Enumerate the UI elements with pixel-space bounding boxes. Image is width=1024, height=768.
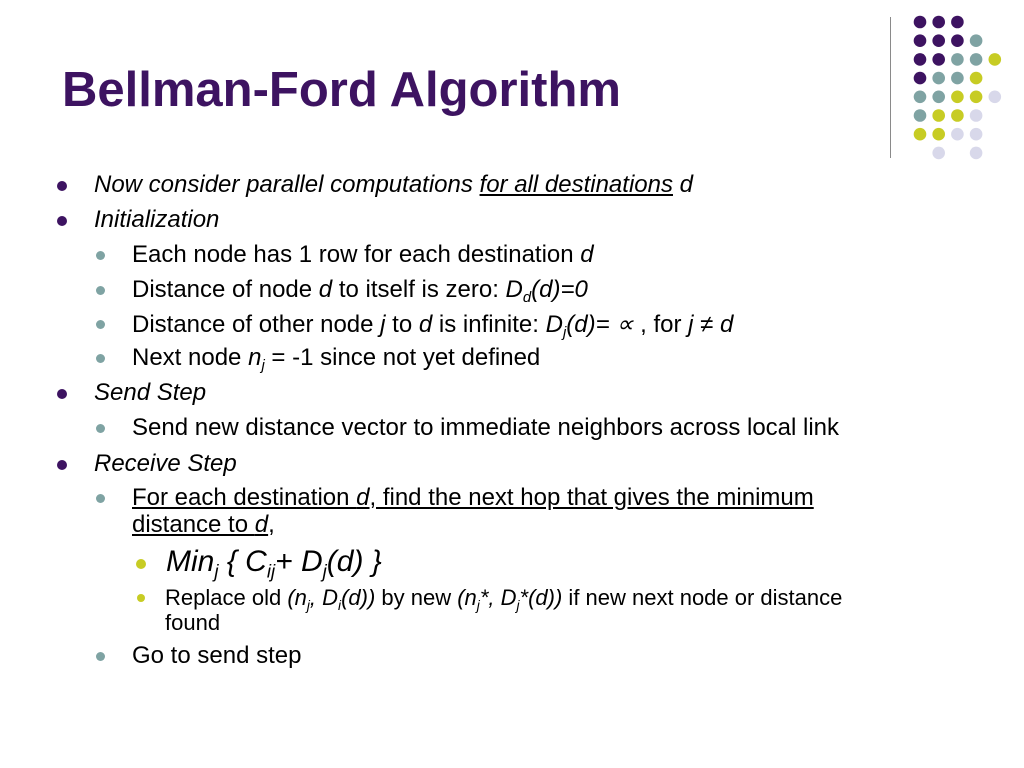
decorative-dot-lavender: [951, 128, 964, 141]
text: (d) }: [326, 545, 382, 578]
text: d: [719, 311, 734, 338]
text: Receive Step: [94, 450, 237, 477]
text: Distance of other node: [132, 311, 381, 338]
bullet-send-step: [94, 379, 206, 407]
decorative-dot-yellow: [989, 53, 1002, 66]
text: distance to: [132, 511, 255, 538]
text: d: [356, 484, 370, 511]
decorative-dot-teal: [914, 91, 927, 104]
subscript: d: [522, 290, 532, 307]
subbullet-each-node-row: [132, 241, 594, 269]
text: For each destination: [132, 484, 357, 511]
text: d: [254, 511, 269, 538]
decorative-dot-purple: [914, 34, 927, 47]
text: (d)): [341, 585, 376, 610]
text: *(d)): [519, 585, 563, 610]
text: , find the next hop that gives the minimum: [369, 484, 814, 511]
decorative-dot-lavender: [970, 128, 983, 141]
decorative-dot-yellow: [951, 109, 964, 122]
text: Now consider parallel computations: [94, 171, 480, 198]
text: by new: [375, 585, 458, 610]
bullet-level2: [96, 494, 105, 503]
decorative-dot-grid: [0, 0, 1024, 160]
subscript: j: [476, 597, 480, 613]
text: Distance of node: [132, 276, 319, 303]
text: { C: [218, 545, 267, 578]
text: Initialization: [94, 206, 220, 233]
text: Replace old: [165, 585, 288, 610]
subscript: j: [214, 560, 219, 582]
decorative-dot-lavender: [932, 147, 945, 160]
text: d: [318, 276, 333, 303]
subbullet-replace-old-cont: [165, 611, 220, 635]
decorative-dot-teal: [970, 34, 983, 47]
text: Send new distance vector to immediate neighbors across local link: [132, 414, 840, 441]
subscript: j: [562, 325, 567, 342]
text: Each node has 1 row for each destination: [132, 241, 581, 268]
text: found: [165, 610, 221, 635]
text: Go to send step: [132, 642, 302, 669]
text: n: [248, 344, 262, 371]
text: + D: [275, 545, 323, 578]
bullet-level1: [57, 216, 67, 226]
subbullet-for-each-destination-cont: [132, 511, 275, 539]
text: *, D: [479, 585, 517, 610]
subscript: j: [261, 358, 265, 375]
decorative-dot-teal: [951, 72, 964, 85]
text: j: [688, 311, 694, 338]
text: D: [505, 276, 523, 303]
bullet-level2: [96, 652, 105, 661]
decorative-dot-purple: [932, 16, 945, 29]
decorative-dot-teal: [914, 109, 927, 122]
subscript: ij: [266, 560, 276, 582]
decorative-dot-teal: [970, 53, 983, 66]
subbullet-min-formula: [166, 545, 382, 582]
decorative-dot-yellow: [932, 109, 945, 122]
decorative-dot-yellow: [970, 72, 983, 85]
text: Min: [166, 545, 215, 578]
bullet-receive-step: [94, 450, 237, 478]
text: Next node: [132, 344, 249, 371]
decorative-dot-lavender: [970, 147, 983, 160]
subbullet-replace-old: [165, 585, 843, 613]
decorative-dot-purple: [932, 34, 945, 47]
text: (d)=: [566, 311, 617, 338]
proportional-symbol: ∝: [616, 311, 634, 338]
text: d: [418, 311, 433, 338]
subbullet-distance-to-itself: [132, 276, 588, 307]
decorative-dot-purple: [914, 72, 927, 85]
text: ,: [268, 511, 275, 538]
subbullet-for-each-destination: [132, 484, 814, 512]
subbullet-distance-infinite: [132, 310, 734, 342]
text: Send Step: [94, 379, 207, 406]
slide-title: Bellman-Ford Algorithm: [62, 63, 621, 117]
subscript: j: [306, 597, 310, 613]
text: j: [380, 311, 386, 338]
subscript: j: [516, 597, 520, 613]
text: d: [672, 171, 693, 198]
bullet-level2: [96, 320, 105, 329]
bullet-initialization: [94, 206, 219, 234]
text: = -1 since not yet defined: [264, 344, 541, 371]
bullet-parallel-computations: [94, 171, 693, 199]
not-equal-symbol: ≠: [693, 311, 720, 338]
text: is infinite:: [432, 311, 546, 338]
decorative-dot-teal: [932, 72, 945, 85]
subbullet-go-to-send: [132, 642, 301, 670]
decorative-dot-lavender: [970, 109, 983, 122]
bullet-level2: [96, 286, 105, 295]
decorative-dot-yellow: [951, 91, 964, 104]
bullet-level3: [136, 559, 146, 569]
text: (n: [287, 585, 307, 610]
decorative-dot-purple: [914, 16, 927, 29]
decorative-dot-purple: [951, 16, 964, 29]
decorative-dot-yellow: [914, 128, 927, 141]
text: to itself is zero:: [332, 276, 506, 303]
subscript: i: [338, 597, 342, 613]
bullet-level2: [96, 251, 105, 260]
text: D: [545, 311, 563, 338]
decorative-dot-teal: [932, 91, 945, 104]
bullet-level3: [137, 594, 145, 602]
decorative-dot-purple: [914, 53, 927, 66]
bullet-level1: [57, 389, 67, 399]
decorative-dot-teal: [951, 53, 964, 66]
text: d: [580, 241, 594, 268]
text: , for: [633, 311, 689, 338]
text: to: [385, 311, 419, 338]
bullet-level1: [57, 181, 67, 191]
subscript: j: [322, 560, 327, 582]
decorative-dot-lavender: [989, 91, 1002, 104]
text: (n: [457, 585, 477, 610]
subbullet-next-node: [132, 344, 541, 375]
text: (d)=0: [531, 276, 588, 303]
underlined-text: for all destinations: [479, 171, 673, 198]
decorative-dot-yellow: [932, 128, 945, 141]
title-divider: [890, 17, 891, 158]
bullet-level2: [96, 354, 105, 363]
decorative-dot-yellow: [970, 91, 983, 104]
decorative-dot-purple: [932, 53, 945, 66]
text: if new next node or distance: [562, 585, 843, 610]
subbullet-send-vector: [132, 414, 839, 442]
bullet-level1: [57, 460, 67, 470]
decorative-dot-purple: [951, 34, 964, 47]
bullet-level2: [96, 424, 105, 433]
text: , D: [309, 585, 339, 610]
